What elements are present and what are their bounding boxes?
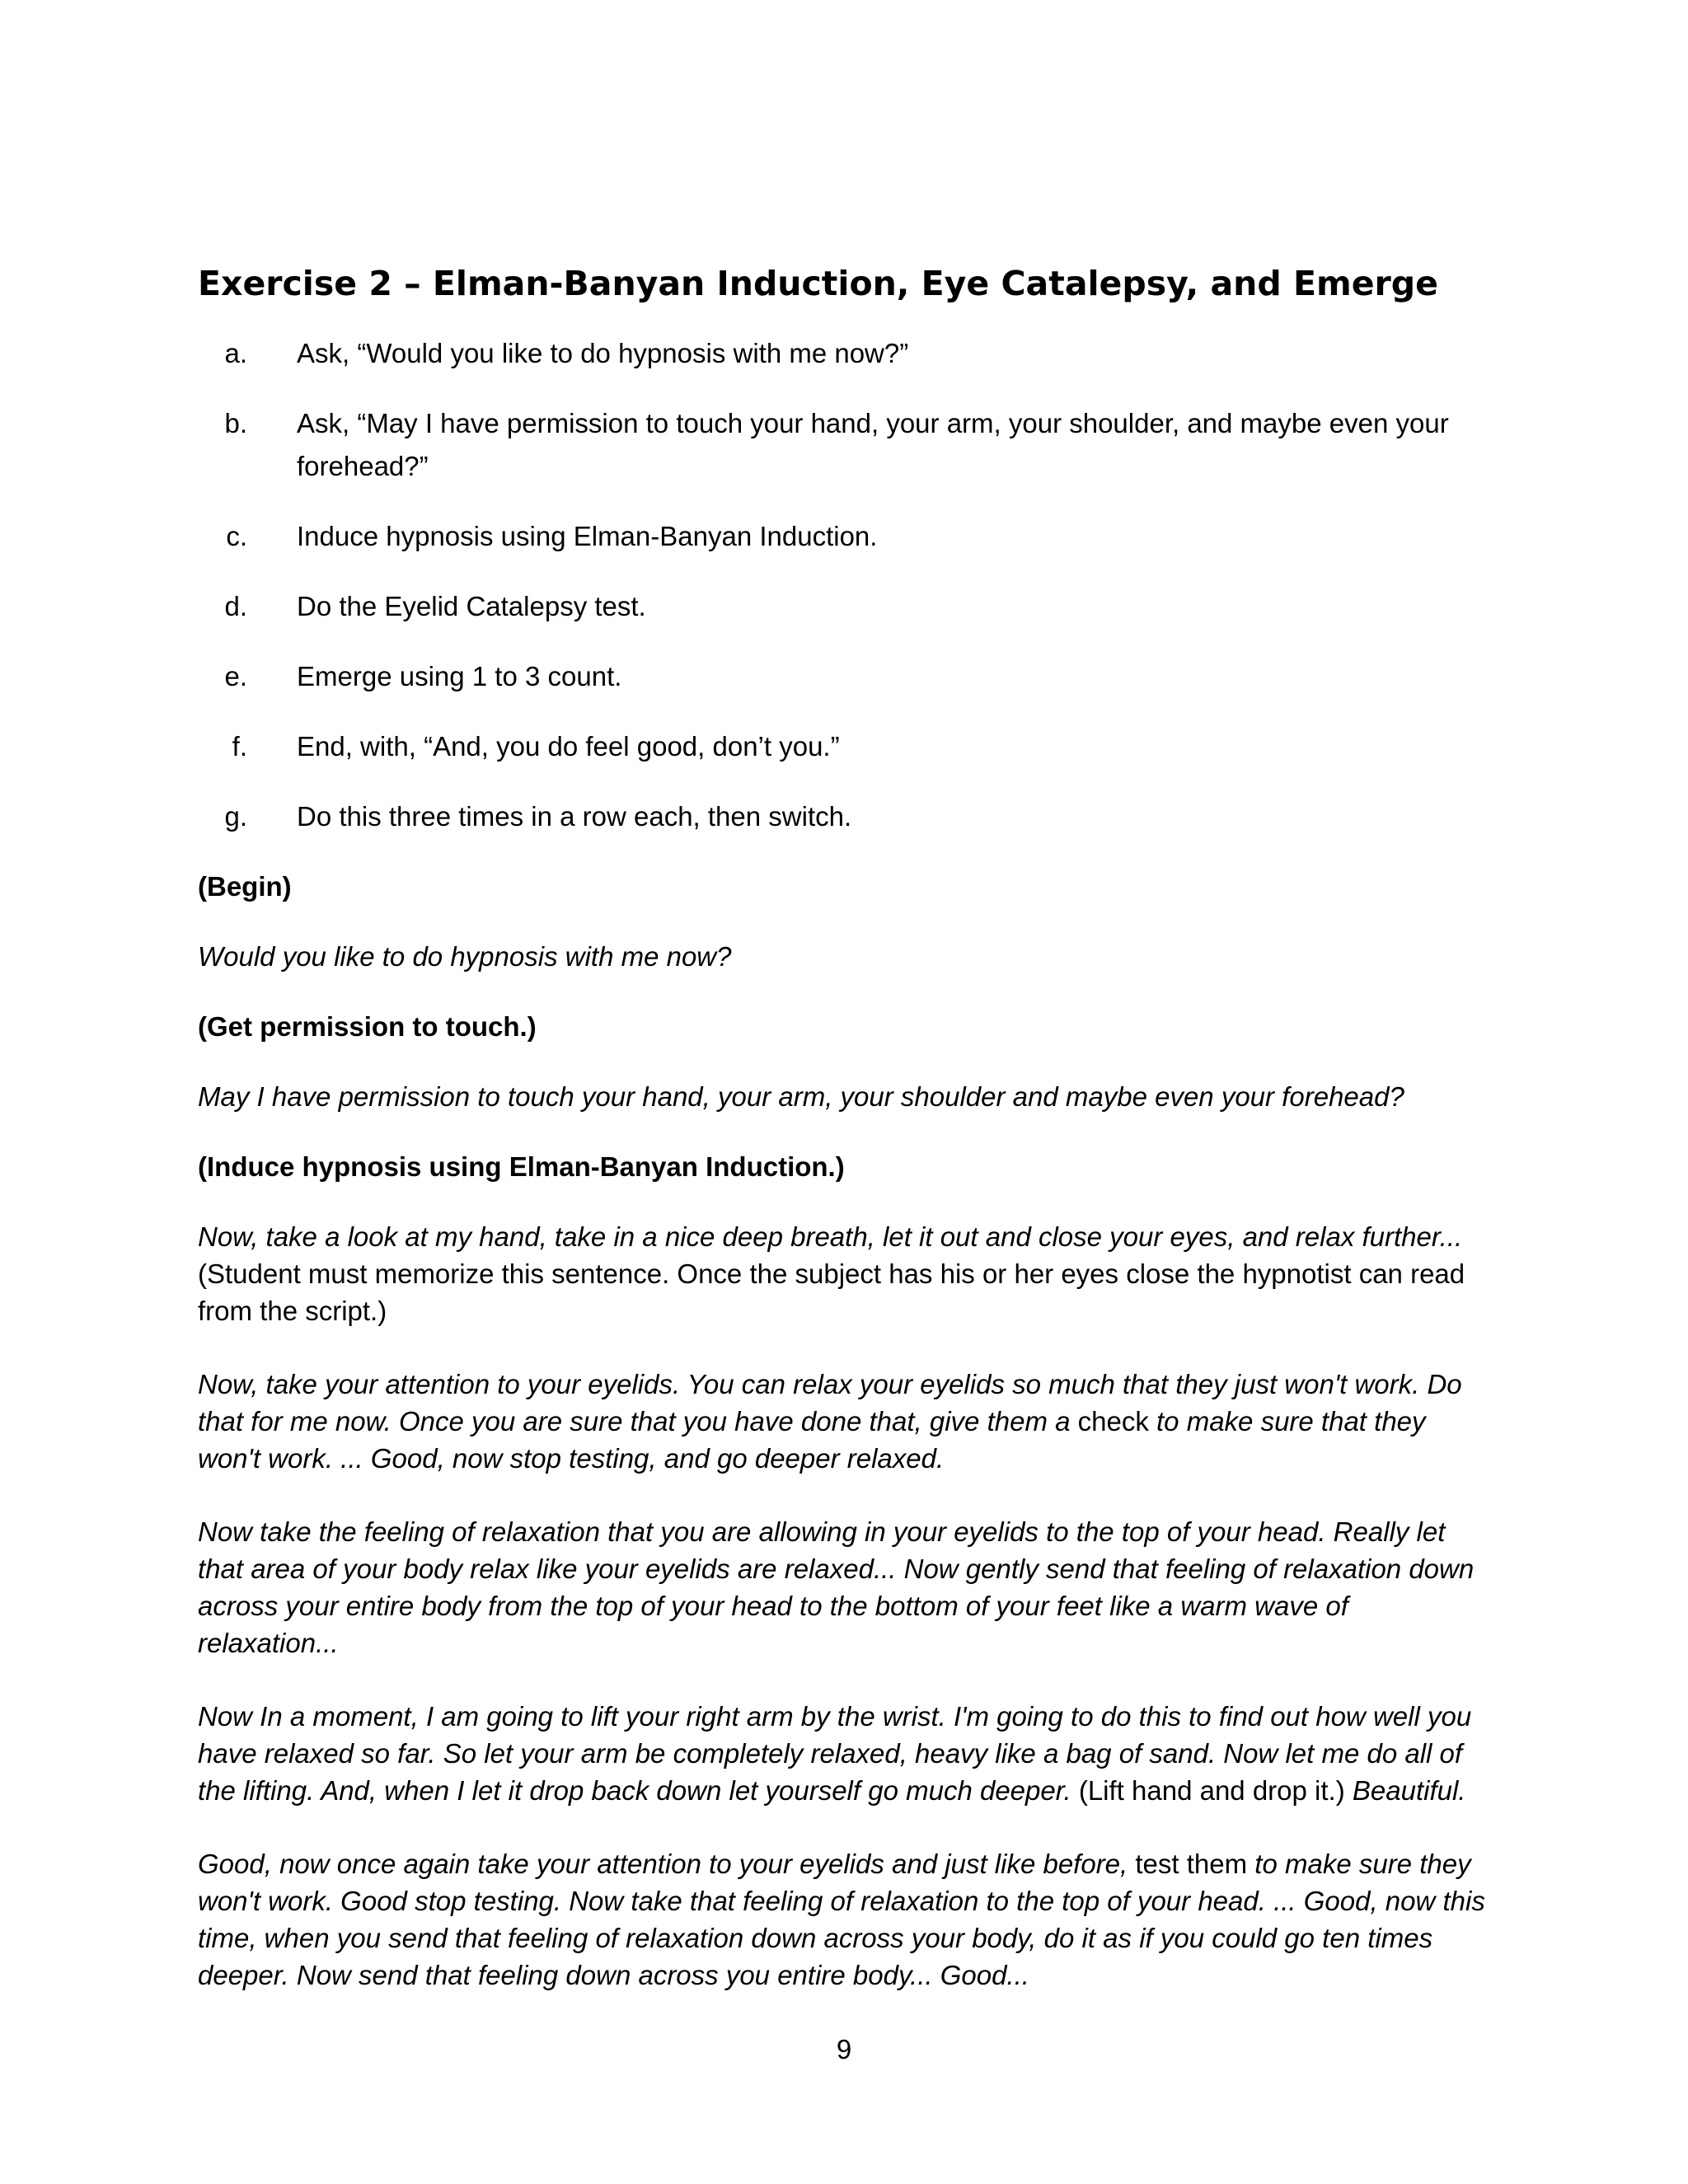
script-note: (Student must memorize this sentence. Once the subject has his or her eyes close the hypnotist can read from the script.) — [198, 1258, 1465, 1327]
begin-label: (Begin) — [198, 871, 292, 902]
step-text: Ask, “May I have permission to touch your hand, your arm, your shoulder, and maybe even your forehead?” — [297, 408, 1449, 482]
script-spoken-text: Now, take a look at my hand, take in a nice deep breath, let it out and close your eyes, and relax further... — [198, 1221, 1463, 1253]
document-page — [198, 264, 1492, 2030]
list-item — [198, 515, 1492, 558]
script-note: check — [1070, 1406, 1157, 1437]
step-letter: d. — [224, 591, 247, 622]
permission-label: (Get permission to touch.) — [198, 1011, 537, 1043]
list-item — [198, 725, 1492, 768]
step-text: Emerge using 1 to 3 count. — [297, 661, 622, 692]
step-text: Do the Eyelid Catalepsy test. — [297, 591, 646, 622]
step-text: End, with, “And, you do feel good, don’t you.” — [297, 731, 840, 762]
steps-list — [198, 332, 1492, 838]
begin-line: Would you like to do hypnosis with me now? — [198, 941, 732, 972]
step-text: Do this three times in a row each, then switch. — [297, 801, 852, 832]
step-letter: b. — [224, 408, 247, 439]
page-number: 9 — [836, 2034, 852, 2064]
script-spoken-text: to make sure that they won't work. ... Good, now stop testing, and go deeper relaxed. — [198, 1406, 1426, 1474]
script-spoken-text: to make sure they won't work. Good stop testing. Now take that feeling of relaxation to the top of your head. ... Good, now this time, when you send that feeling of relaxation down across your body, do it as if you could go ten times deeper. Now send that feeling down across you entire body... Good... — [198, 1849, 1485, 1991]
script-note: test them — [1128, 1849, 1255, 1880]
script-spoken-text: Now, take your attention to your eyelids. You can relax your eyelids so much that they just won't work. Do that for me now. Once you are sure that you have done that, give them a — [198, 1369, 1462, 1437]
script-spoken-text: Good, now once again take your attention to your eyelids and just like before, — [198, 1849, 1128, 1880]
step-letter: c. — [226, 521, 247, 552]
script-spoken-text: Beautiful. — [1352, 1775, 1466, 1807]
step-letter: e. — [224, 661, 247, 692]
list-item — [198, 585, 1492, 628]
script-paragraph-3: Now take the feeling of relaxation that you are allowing in your eyelids to the top of your head. Really let that area of your body relax like your eyelids are relaxed... Now gently send that feeling of relaxation down across your entire body from the top of your head to the bottom of your feet like a warm wave of relaxation... — [198, 1516, 1475, 1659]
step-letter: f. — [232, 731, 247, 762]
script-paragraph-5 — [198, 1845, 1492, 1994]
script-spoken-text: Now In a moment, I am going to lift your right arm by the wrist. I'm going to do this to find out how well you have relaxed so far. So let your arm be completely relaxed, heavy like a bag of sand. Now let me do all of the lifting. And, when I let it drop back down let yourself go much deeper. — [198, 1701, 1472, 1807]
script-paragraph-2 — [198, 1366, 1492, 1477]
induce-label: (Induce hypnosis using Elman-Banyan Induction.) — [198, 1151, 845, 1183]
exercise-title: Exercise 2 – Elman-Banyan Induction, Eye Catalepsy, and Emerge — [198, 264, 1438, 303]
list-item — [198, 402, 1492, 488]
step-text: Ask, “Would you like to do hypnosis with me now?” — [297, 338, 909, 369]
list-item — [198, 795, 1492, 838]
script-note: (Lift hand and drop it.) — [1071, 1775, 1353, 1807]
list-item — [198, 332, 1492, 375]
script-paragraph-4 — [198, 1698, 1492, 1809]
permission-line: May I have permission to touch your hand, your arm, your shoulder and maybe even your forehead? — [198, 1081, 1404, 1113]
script-paragraph-1 — [198, 1218, 1492, 1329]
list-item — [198, 655, 1492, 698]
step-letter: g. — [224, 801, 247, 832]
step-text: Induce hypnosis using Elman-Banyan Induction. — [297, 521, 878, 552]
step-letter: a. — [224, 338, 247, 369]
